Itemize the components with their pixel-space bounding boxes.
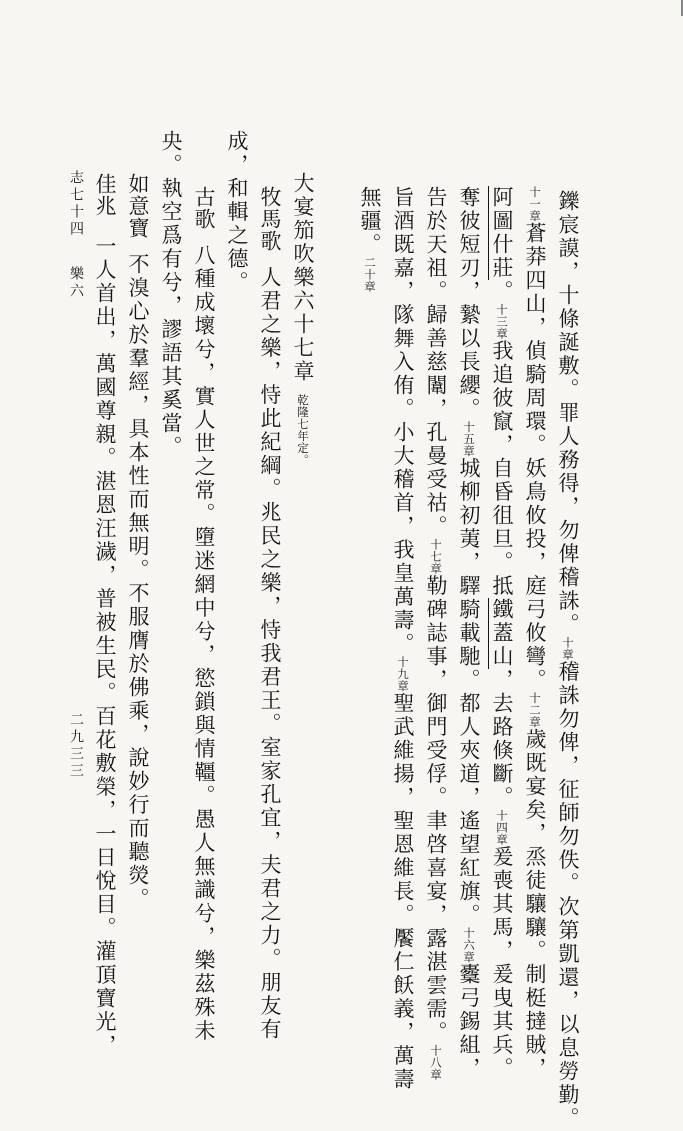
chapter-number: 十一章	[528, 186, 542, 222]
verse-text: 。	[490, 280, 514, 304]
title-text: 大宴笳吹樂六十七章	[291, 172, 315, 384]
text-column-9	[256, 186, 284, 1042]
verse-text: 城柳初荑，驛騎載馳。都人夾道，遙望紅旗。	[457, 457, 481, 927]
verse-text: 勒碑誌事，御門受俘。聿啓喜宴，露湛雲需。	[424, 574, 448, 1045]
verse-text: 人君之樂，恃此紀綱。兆民之樂，恃我君王。室家孔宜，夫君之力。朋友有	[258, 266, 282, 1042]
song-title: 如意寶	[126, 173, 150, 239]
verse-text: 旨酒既嘉，隊舞入侑。小大稽首，我皇萬壽。	[391, 186, 415, 656]
verse-text: 告於天祖。歸善慈闈，孔曼受祜。	[424, 186, 448, 539]
song-title: 古歌	[192, 186, 216, 230]
song-title: 牧馬歌	[258, 186, 282, 252]
verse-text: 蒼莽四山，偵騎周環。妖鳥攸投，庭弓攸彎。	[523, 222, 547, 692]
text-column-7	[356, 186, 384, 386]
section-title	[289, 172, 317, 472]
chapter-number: 十六章	[462, 927, 476, 963]
verse-text: 我追彼竄，自昏徂旦。	[490, 339, 514, 575]
place-name: 鐵蓋山	[490, 598, 514, 669]
chapter-number: 十五章	[462, 421, 476, 457]
verse-text: 櫜弓錫組，	[457, 963, 481, 1081]
verse-text: 鑠宸謨，十條誕敷。罪人務得，勿俾稽誅。	[556, 190, 580, 637]
chapter-number: 十章	[561, 636, 575, 661]
text-column-5	[422, 186, 450, 1081]
chapter-number: 十二章	[528, 692, 542, 728]
chapter-number: 十四章	[495, 809, 509, 846]
chapter-number: 十九章	[396, 656, 410, 692]
corner-mark	[665, 0, 683, 16]
verse-text: 奪彼短刃，縶以長纓。	[457, 186, 481, 421]
verse-text: 爰喪其馬，爰曳其兵。	[490, 845, 514, 1081]
verse-text: 歲既宴矣，烝徒驤驤。制梃撻賊，	[523, 728, 547, 1081]
verse-text: 一人首出，萬國尊親。湛恩汪濊，普被生民。百花敷榮，一日悅目。灌頂寶光，	[93, 235, 117, 1058]
title-note: 乾隆七年定。	[296, 393, 310, 466]
running-header	[66, 170, 86, 300]
song-title: 佳兆	[93, 173, 117, 217]
text-column-10	[223, 130, 251, 330]
text-column-3	[488, 186, 516, 1081]
verse-text: 抵	[490, 574, 514, 598]
text-column-4	[455, 186, 483, 1081]
chapter-number: 十三章	[495, 303, 509, 340]
verse-text: 無疆。	[358, 186, 382, 257]
chapter-number: 十八章	[429, 1044, 443, 1081]
verse-text: 央。執空爲有兮，謬語其奚當。	[159, 130, 183, 459]
place-name: 阿圖什莊	[490, 186, 514, 280]
verse-text: 不溴心於羣經，具本性而無明。不服膺於佛乘，說妙行而聽熒。	[126, 253, 150, 911]
text-column-14	[91, 173, 119, 1058]
text-column-11	[190, 186, 218, 1043]
verse-text: ，去路倏斷。	[490, 668, 514, 810]
text-column-1	[554, 190, 582, 1131]
chapter-number: 二十章	[363, 256, 377, 293]
text-column-13	[124, 173, 152, 970]
text-column-12	[157, 130, 185, 459]
verse-text: 成，和輯之德。	[225, 130, 249, 295]
text-column-6	[389, 186, 417, 1092]
page-number: 二九三三	[68, 712, 84, 780]
verse-text: 八種成壞兮，實人世之常。墮迷網中兮，慾鎖與情韁。愚人無識兮，樂茲殊未	[192, 244, 216, 1043]
section-label: 樂六	[68, 266, 84, 300]
verse-text: 稽誅勿俾，征師勿佚。次第凱還，以息勞勤。	[556, 660, 580, 1131]
chapter-number: 十七章	[429, 538, 443, 575]
verse-text: 聖武維揚，聖恩維長。饜仁飫義，萬壽	[391, 692, 415, 1092]
text-column-2	[521, 186, 549, 1081]
chapter-label: 志七十四	[68, 170, 84, 238]
